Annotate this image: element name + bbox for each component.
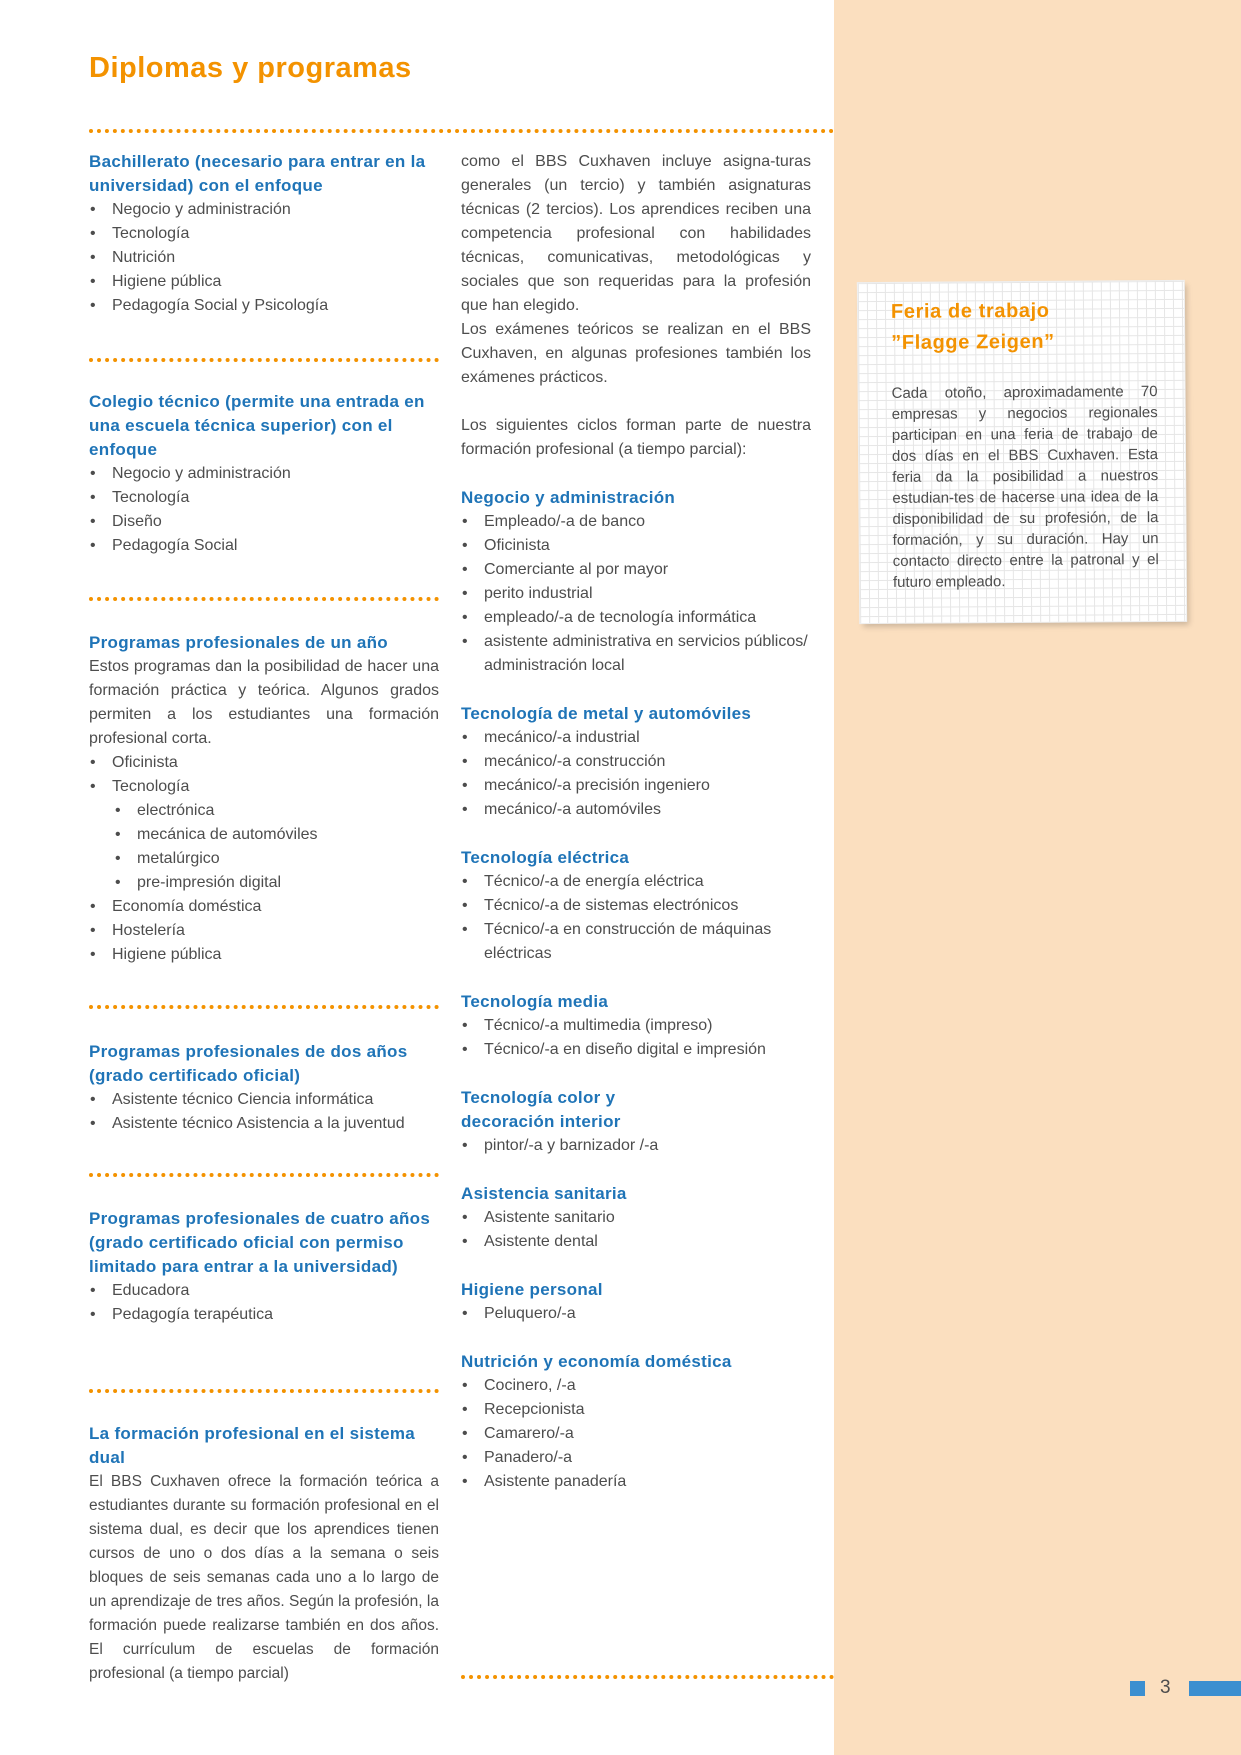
list-item: • pintor/-a y barnizador /-a — [461, 1134, 811, 1158]
cycle-sanitaria — [461, 1182, 811, 1254]
list-item: • Oficinista — [461, 534, 811, 558]
list-item: • perito industrial — [461, 582, 811, 606]
list-item: • Asistente sanitario — [461, 1206, 811, 1230]
section-heading: Programas profesionales de dos años (grado certificado oficial) — [89, 1042, 408, 1085]
cycle-heading: Tecnología eléctrica — [461, 848, 630, 867]
list-item: • Higiene pública — [89, 943, 439, 967]
bullet-list — [461, 1374, 811, 1494]
bullet-list — [89, 198, 439, 318]
cycle-metal — [461, 702, 811, 822]
intro-paragraph: Los siguientes ciclos forman parte de nuestra formación profesional (a tiempo parcial): — [461, 417, 811, 458]
bullet-list — [89, 462, 439, 558]
section-bachillerato — [89, 150, 439, 318]
section-un-ano — [89, 631, 439, 967]
section-divider — [89, 1005, 439, 1009]
list-item: • Comerciante al por mayor — [461, 558, 811, 582]
list-item: • mecánico/-a automóviles — [461, 798, 811, 822]
section-heading: Programas profesionales de cuatro años (grado certificado oficial con permiso limitado para entrar a la universidad) — [89, 1209, 431, 1276]
list-item: • Panadero/-a — [461, 1446, 811, 1470]
list-item: • Higiene pública — [89, 270, 439, 294]
left-column — [89, 150, 439, 318]
cycle-color — [461, 1086, 811, 1158]
bullet-list — [89, 1279, 439, 1327]
list-item: • metalúrgico — [89, 847, 439, 871]
list-item: • empleado/-a de tecnología informática — [461, 606, 811, 630]
section-sistema-dual — [89, 1422, 439, 1686]
cycle-media — [461, 990, 811, 1062]
list-item: • pre-impresión digital — [89, 871, 439, 895]
job-fair-note — [858, 281, 1186, 623]
bullet-list — [461, 1014, 811, 1062]
list-item: • Técnico/-a en construcción de máquinas eléctricas — [461, 918, 811, 966]
list-item: • Empleado/-a de banco — [461, 510, 811, 534]
list-item: • mecánico/-a industrial — [461, 726, 811, 750]
list-item: • Oficinista — [89, 751, 439, 775]
cycle-heading: Tecnología de metal y automóviles — [461, 704, 752, 723]
bullet-list — [461, 1302, 811, 1326]
list-item: • Técnico/-a multimedia (impreso) — [461, 1014, 811, 1038]
section-cuatro-anos — [89, 1207, 439, 1327]
left-column-4 — [89, 1040, 439, 1136]
section-divider — [89, 358, 439, 362]
list-item: • Técnico/-a de energía eléctrica — [461, 870, 811, 894]
list-item: • Pedagogía Social y Psicología — [89, 294, 439, 318]
page-number-bar — [1189, 1681, 1241, 1696]
page-title: Diplomas y programas — [89, 52, 412, 84]
page-number: 3 — [1160, 1677, 1171, 1698]
list-item: • electrónica — [89, 799, 439, 823]
left-column-5 — [89, 1207, 439, 1327]
note-title — [891, 296, 1055, 359]
list-item: • Recepcionista — [461, 1398, 811, 1422]
bullet-list — [461, 510, 811, 678]
cycle-heading: Higiene personal — [461, 1280, 603, 1299]
list-item: • asistente administrativa en servicios públicos/ administración local — [461, 630, 811, 678]
section-divider — [89, 1173, 439, 1177]
section-heading: La formación profesional en el sistema dual — [89, 1424, 415, 1467]
cycle-nutricion — [461, 1350, 811, 1494]
list-item: • Educadora — [89, 1279, 439, 1303]
section-colegio-tecnico — [89, 390, 439, 558]
list-item: • Técnico/-a de sistemas electrónicos — [461, 894, 811, 918]
list-item: • mecánico/-a precisión ingeniero — [461, 774, 811, 798]
list-item: • mecánica de automóviles — [89, 823, 439, 847]
note-text: Cada otoño, aproximadamente 70 empresas y negocios regionales participan en una feria de trabajo de dos días en el BBS Cuxhaven. Esta feria da la posibilidad a nuestros estudian-tes de hacerse una idea de la disponibilidad de su profesión, de la formación, y su duración. Hay un contacto directo entre la patronal y el futuro empleado. — [891, 383, 1159, 591]
bullet-list — [461, 1206, 811, 1254]
list-item: • Asistente técnico Asistencia a la juventud — [89, 1112, 439, 1136]
list-item: • Pedagogía Social — [89, 534, 439, 558]
list-item: • Hostelería — [89, 919, 439, 943]
left-column-2 — [89, 390, 439, 558]
cycle-heading: Tecnología color y decoración interior — [461, 1088, 621, 1131]
list-item: • Nutrición — [89, 246, 439, 270]
section-dos-anos — [89, 1040, 439, 1136]
section-divider — [89, 597, 439, 601]
list-item: • Diseño — [89, 510, 439, 534]
list-item: • Asistente técnico Ciencia informática — [89, 1088, 439, 1112]
sidebar-panel — [834, 0, 1241, 1755]
intro-paragraph: como el BBS Cuxhaven incluye asigna-turas generales (un tercio) y también asignaturas técnicas (2 tercios). Los aprendices reciben una competencia profesional con habilidades técnicas, comunicativas, metodológicas y sociales que son requeridas para la profesión que han elegido. — [461, 153, 811, 314]
sub-bullet-list — [89, 799, 439, 895]
left-column-6 — [89, 1422, 439, 1686]
list-item: • Economía doméstica — [89, 895, 439, 919]
bullet-list — [461, 726, 811, 822]
note-title-line: Feria de trabajo — [890, 299, 1050, 323]
list-item: • mecánico/-a construcción — [461, 750, 811, 774]
note-title-line: ”Flagge Zeigen” — [891, 330, 1055, 354]
title-divider — [89, 129, 834, 133]
list-item: • Peluquero/-a — [461, 1302, 811, 1326]
cycle-heading: Negocio y administración — [461, 488, 676, 507]
list-item: • Negocio y administración — [89, 462, 439, 486]
section-text: Estos programas dan la posibilidad de hacer una formación práctica y teórica. Algunos grados permiten a los estudiantes una formación profesional corta. — [89, 658, 439, 747]
section-heading: Colegio técnico (permite una entrada en una escuela técnica superior) con el enfoque — [89, 392, 425, 459]
list-item: • Tecnología — [89, 775, 439, 799]
list-item: • Cocinero, /-a — [461, 1374, 811, 1398]
list-item: • Camarero/-a — [461, 1422, 811, 1446]
cycle-negocio — [461, 486, 811, 678]
bullet-list — [461, 1134, 811, 1158]
bullet-list — [89, 895, 439, 967]
bullet-list — [89, 751, 439, 799]
section-heading: Bachillerato (necesario para entrar en la universidad) con el enfoque — [89, 152, 426, 195]
spacer — [461, 390, 811, 414]
cycle-heading: Tecnología media — [461, 992, 609, 1011]
cycle-heading: Nutrición y economía doméstica — [461, 1352, 732, 1371]
bullet-list — [89, 1088, 439, 1136]
page-number-marker — [1130, 1681, 1145, 1696]
middle-column — [461, 150, 811, 1494]
left-column-3 — [89, 631, 439, 967]
section-text: El BBS Cuxhaven ofrece la formación teórica a estudiantes durante su formación profesional en el sistema dual, es decir que los aprendices tienen cursos de uno o dos días a la semana o seis bloques de seis semanas cada uno a lo largo de un aprendizaje de tres años. Según la profesión, la formación puede realizarse también en dos años. El currículum de escuelas de formación profesional (a tiempo parcial) — [89, 1473, 439, 1682]
section-divider — [89, 1389, 439, 1393]
bullet-list — [461, 870, 811, 966]
list-item: • Tecnología — [89, 222, 439, 246]
section-heading: Programas profesionales de un año — [89, 633, 388, 652]
list-item: • Tecnología — [89, 486, 439, 510]
intro-paragraph: Los exámenes teóricos se realizan en el BBS Cuxhaven, en algunas profesiones también los exámenes prácticos. — [461, 321, 811, 386]
bottom-divider — [461, 1675, 834, 1679]
list-item: • Asistente dental — [461, 1230, 811, 1254]
list-item: • Técnico/-a en diseño digital e impresión — [461, 1038, 811, 1062]
list-item: • Asistente panadería — [461, 1470, 811, 1494]
cycle-electrica — [461, 846, 811, 966]
cycle-higiene — [461, 1278, 811, 1326]
list-item: • Negocio y administración — [89, 198, 439, 222]
list-item: • Pedagogía terapéutica — [89, 1303, 439, 1327]
cycle-heading: Asistencia sanitaria — [461, 1184, 627, 1203]
